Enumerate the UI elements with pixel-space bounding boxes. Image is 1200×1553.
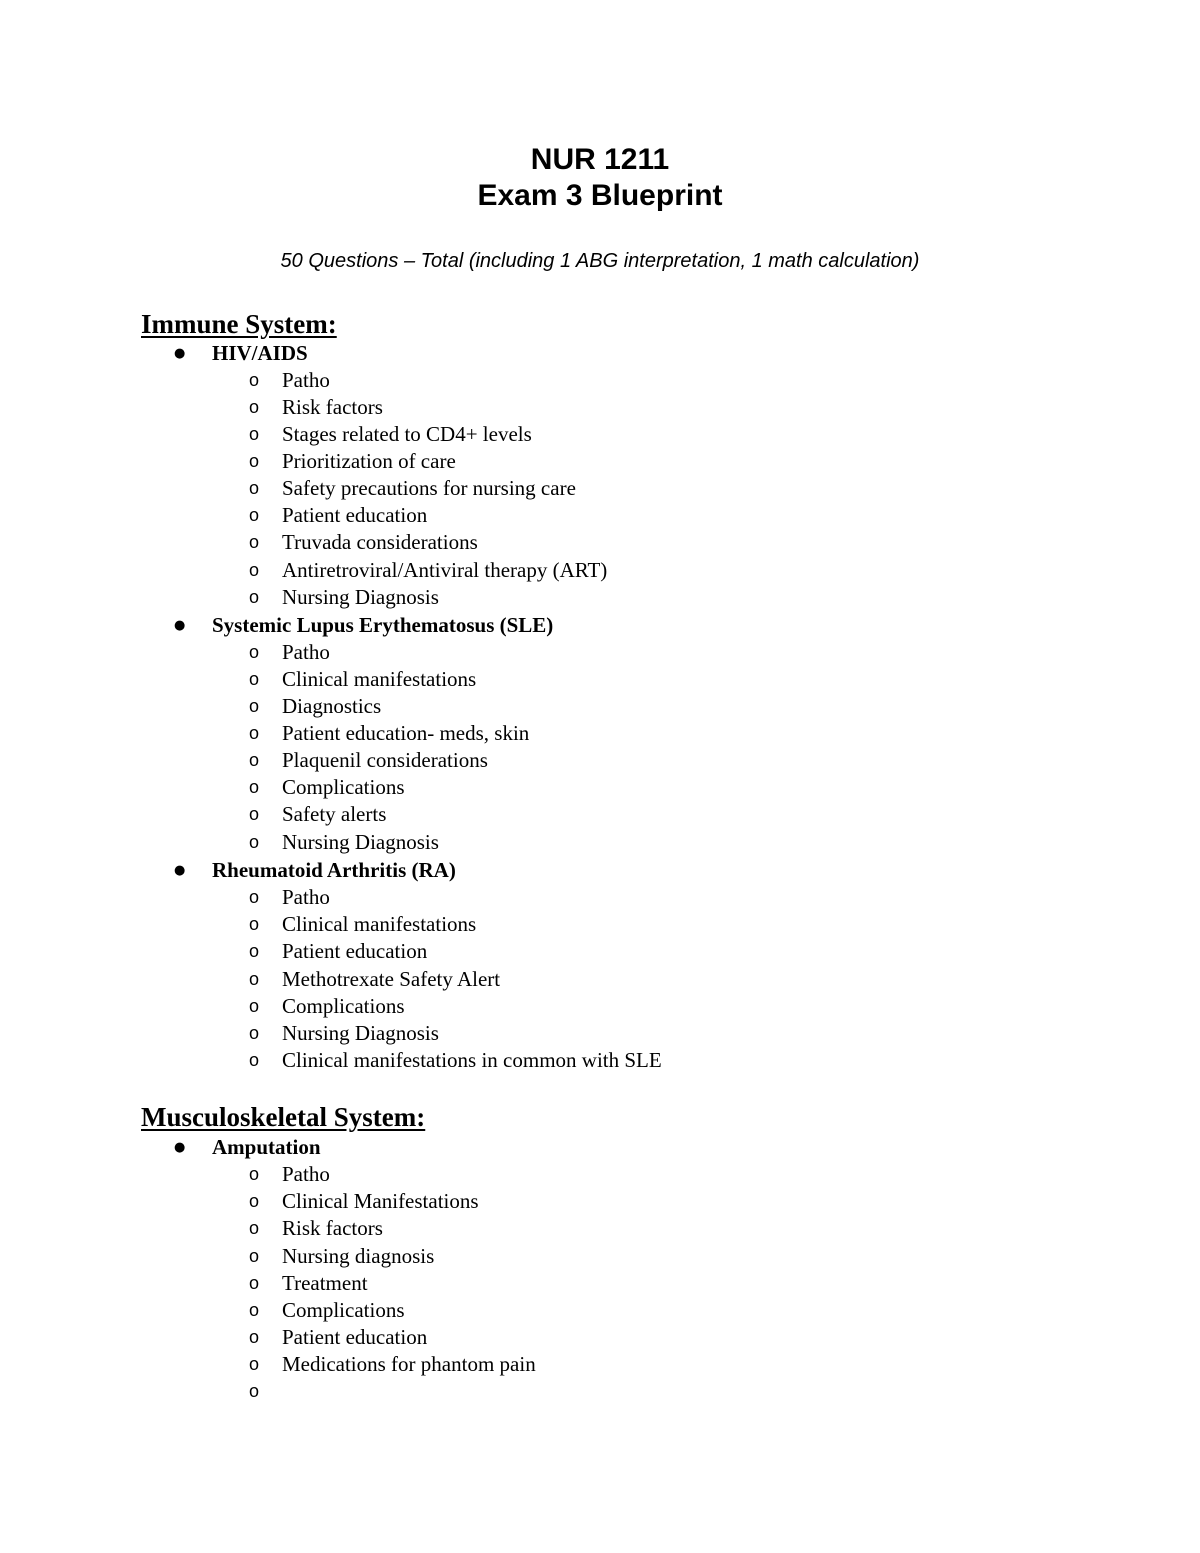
list-item: Risk factors <box>282 1216 383 1240</box>
circle-bullet-icon: o <box>249 451 260 471</box>
circle-bullet-icon: o <box>249 1300 260 1320</box>
course-title: NUR 1211 <box>530 143 670 176</box>
circle-bullet-icon: o <box>249 750 260 770</box>
topic-sle: Systemic Lupus Erythematosus (SLE) <box>212 613 554 637</box>
list-item: Nursing diagnosis <box>282 1244 435 1268</box>
list-item: Diagnostics <box>282 694 382 718</box>
circle-bullet-icon: o <box>249 370 260 390</box>
list-item: Patient education <box>282 503 428 527</box>
list-item: Risk factors <box>282 395 383 419</box>
list-item: Stages related to CD4+ levels <box>282 422 532 446</box>
circle-bullet-icon: o <box>249 777 260 797</box>
list-item: Patho <box>282 368 330 392</box>
list-item: Safety precautions for nursing care <box>282 476 576 500</box>
list-item: Clinical Manifestations <box>282 1189 479 1213</box>
circle-bullet-icon: o <box>249 996 260 1016</box>
circle-bullet-icon: o <box>249 969 260 989</box>
list-item: Prioritization of care <box>282 449 456 473</box>
bullet-icon: ● <box>174 1140 186 1155</box>
topic-ra: Rheumatoid Arthritis (RA) <box>212 858 456 882</box>
topic-amputation: Amputation <box>212 1135 321 1159</box>
list-item: Medications for phantom pain <box>282 1352 536 1376</box>
list-item: Methotrexate Safety Alert <box>282 967 501 991</box>
circle-bullet-icon: o <box>249 1246 260 1266</box>
circle-bullet-icon: o <box>249 478 260 498</box>
circle-bullet-icon: o <box>249 1327 260 1347</box>
list-item: Clinical manifestations <box>282 912 477 936</box>
list-item: Clinical manifestations <box>282 667 477 691</box>
topic-hiv-aids: HIV/AIDS <box>212 341 308 365</box>
list-item: Complications <box>282 1298 405 1322</box>
list-item: Truvada considerations <box>282 530 478 554</box>
circle-bullet-icon: o <box>249 642 260 662</box>
bullet-icon: ● <box>174 863 186 878</box>
circle-bullet-icon: o <box>249 505 260 525</box>
exam-title: Exam 3 Blueprint <box>477 179 723 212</box>
list-item: Patho <box>282 640 330 664</box>
circle-bullet-icon: o <box>249 1218 260 1238</box>
list-item: Patient education <box>282 939 428 963</box>
circle-bullet-icon: o <box>249 1023 260 1043</box>
circle-bullet-icon: o <box>249 1381 260 1401</box>
exam-subtitle: 50 Questions – Total (including 1 ABG interpretation, 1 math calculation) <box>280 250 920 272</box>
section-heading-immune: Immune System: <box>141 309 337 339</box>
list-item: Patho <box>282 885 330 909</box>
circle-bullet-icon: o <box>249 1273 260 1293</box>
bullet-icon: ● <box>174 346 186 361</box>
bullet-icon: ● <box>174 618 186 633</box>
circle-bullet-icon: o <box>249 887 260 907</box>
list-item: Nursing Diagnosis <box>282 585 439 609</box>
list-item: Safety alerts <box>282 802 387 826</box>
circle-bullet-icon: o <box>249 723 260 743</box>
list-item: Clinical manifestations in common with SLE <box>282 1048 662 1072</box>
circle-bullet-icon: o <box>249 397 260 417</box>
circle-bullet-icon: o <box>249 1164 260 1184</box>
circle-bullet-icon: o <box>249 1191 260 1211</box>
list-item: Complications <box>282 775 405 799</box>
circle-bullet-icon: o <box>249 941 260 961</box>
circle-bullet-icon: o <box>249 1050 260 1070</box>
circle-bullet-icon: o <box>249 587 260 607</box>
list-item: Patient education <box>282 1325 428 1349</box>
list-item: Complications <box>282 994 405 1018</box>
list-item: Patho <box>282 1162 330 1186</box>
circle-bullet-icon: o <box>249 669 260 689</box>
list-item: Treatment <box>282 1271 368 1295</box>
circle-bullet-icon: o <box>249 832 260 852</box>
list-item: Plaquenil considerations <box>282 748 488 772</box>
circle-bullet-icon: o <box>249 424 260 444</box>
circle-bullet-icon: o <box>249 804 260 824</box>
list-item: Nursing Diagnosis <box>282 830 439 854</box>
circle-bullet-icon: o <box>249 696 260 716</box>
circle-bullet-icon: o <box>249 1354 260 1374</box>
circle-bullet-icon: o <box>249 532 260 552</box>
circle-bullet-icon: o <box>249 560 260 580</box>
list-item: Patient education- meds, skin <box>282 721 530 745</box>
section-heading-musculoskeletal: Musculoskeletal System: <box>141 1102 426 1132</box>
circle-bullet-icon: o <box>249 914 260 934</box>
list-item: Antiretroviral/Antiviral therapy (ART) <box>282 558 608 582</box>
list-item: Nursing Diagnosis <box>282 1021 439 1045</box>
